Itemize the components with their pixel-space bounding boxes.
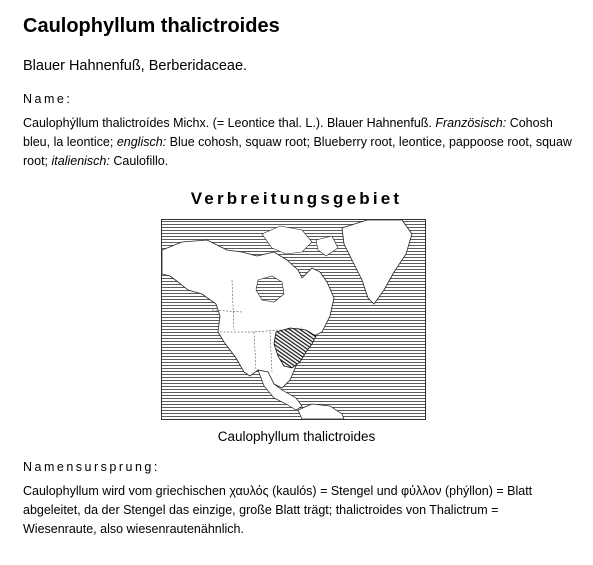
name-lang-french: Französisch: [435,116,507,130]
map-caption: Caulophyllum thalictroides [217,429,376,444]
name-text: Caulophýllum thalictroídes Michx. (= Leontice thal. L.). Blauer Hahnenfuß. [23,116,436,130]
distribution-map-graphic [162,220,425,419]
origin-paragraph: Caulophyllum wird vom griechischen χαυλός (kaulós) = Stengel und φύλλον (phýllon) = Blatt abgeleitet, da der Stengel das einzige, große Blatt trägt; thalictroides von Thalictrum = Wiesenraute, also wiesenrautenähnlich. [23,484,533,536]
name-lang-italian: italienisch: [51,154,110,168]
page-title: Caulophyllum thalictroides [23,15,280,37]
name-paragraph [23,114,575,171]
name-text: Blue cohosh, squaw root; Blueberry root, leontice, pappoose root, squaw root; [23,135,572,168]
distribution-map [161,219,426,420]
name-heading: Name: [23,92,73,106]
map-title: Verbreitungsgebiet [190,189,403,208]
name-text: Cohosh bleu, la leontice; [23,116,553,149]
name-text: Caulofillo. [109,154,169,168]
origin-heading: Namensursprung: [23,460,160,474]
subtitle: Blauer Hahnenfuß, Berberidaceae. [23,58,248,74]
name-lang-english: englisch: [116,135,167,149]
